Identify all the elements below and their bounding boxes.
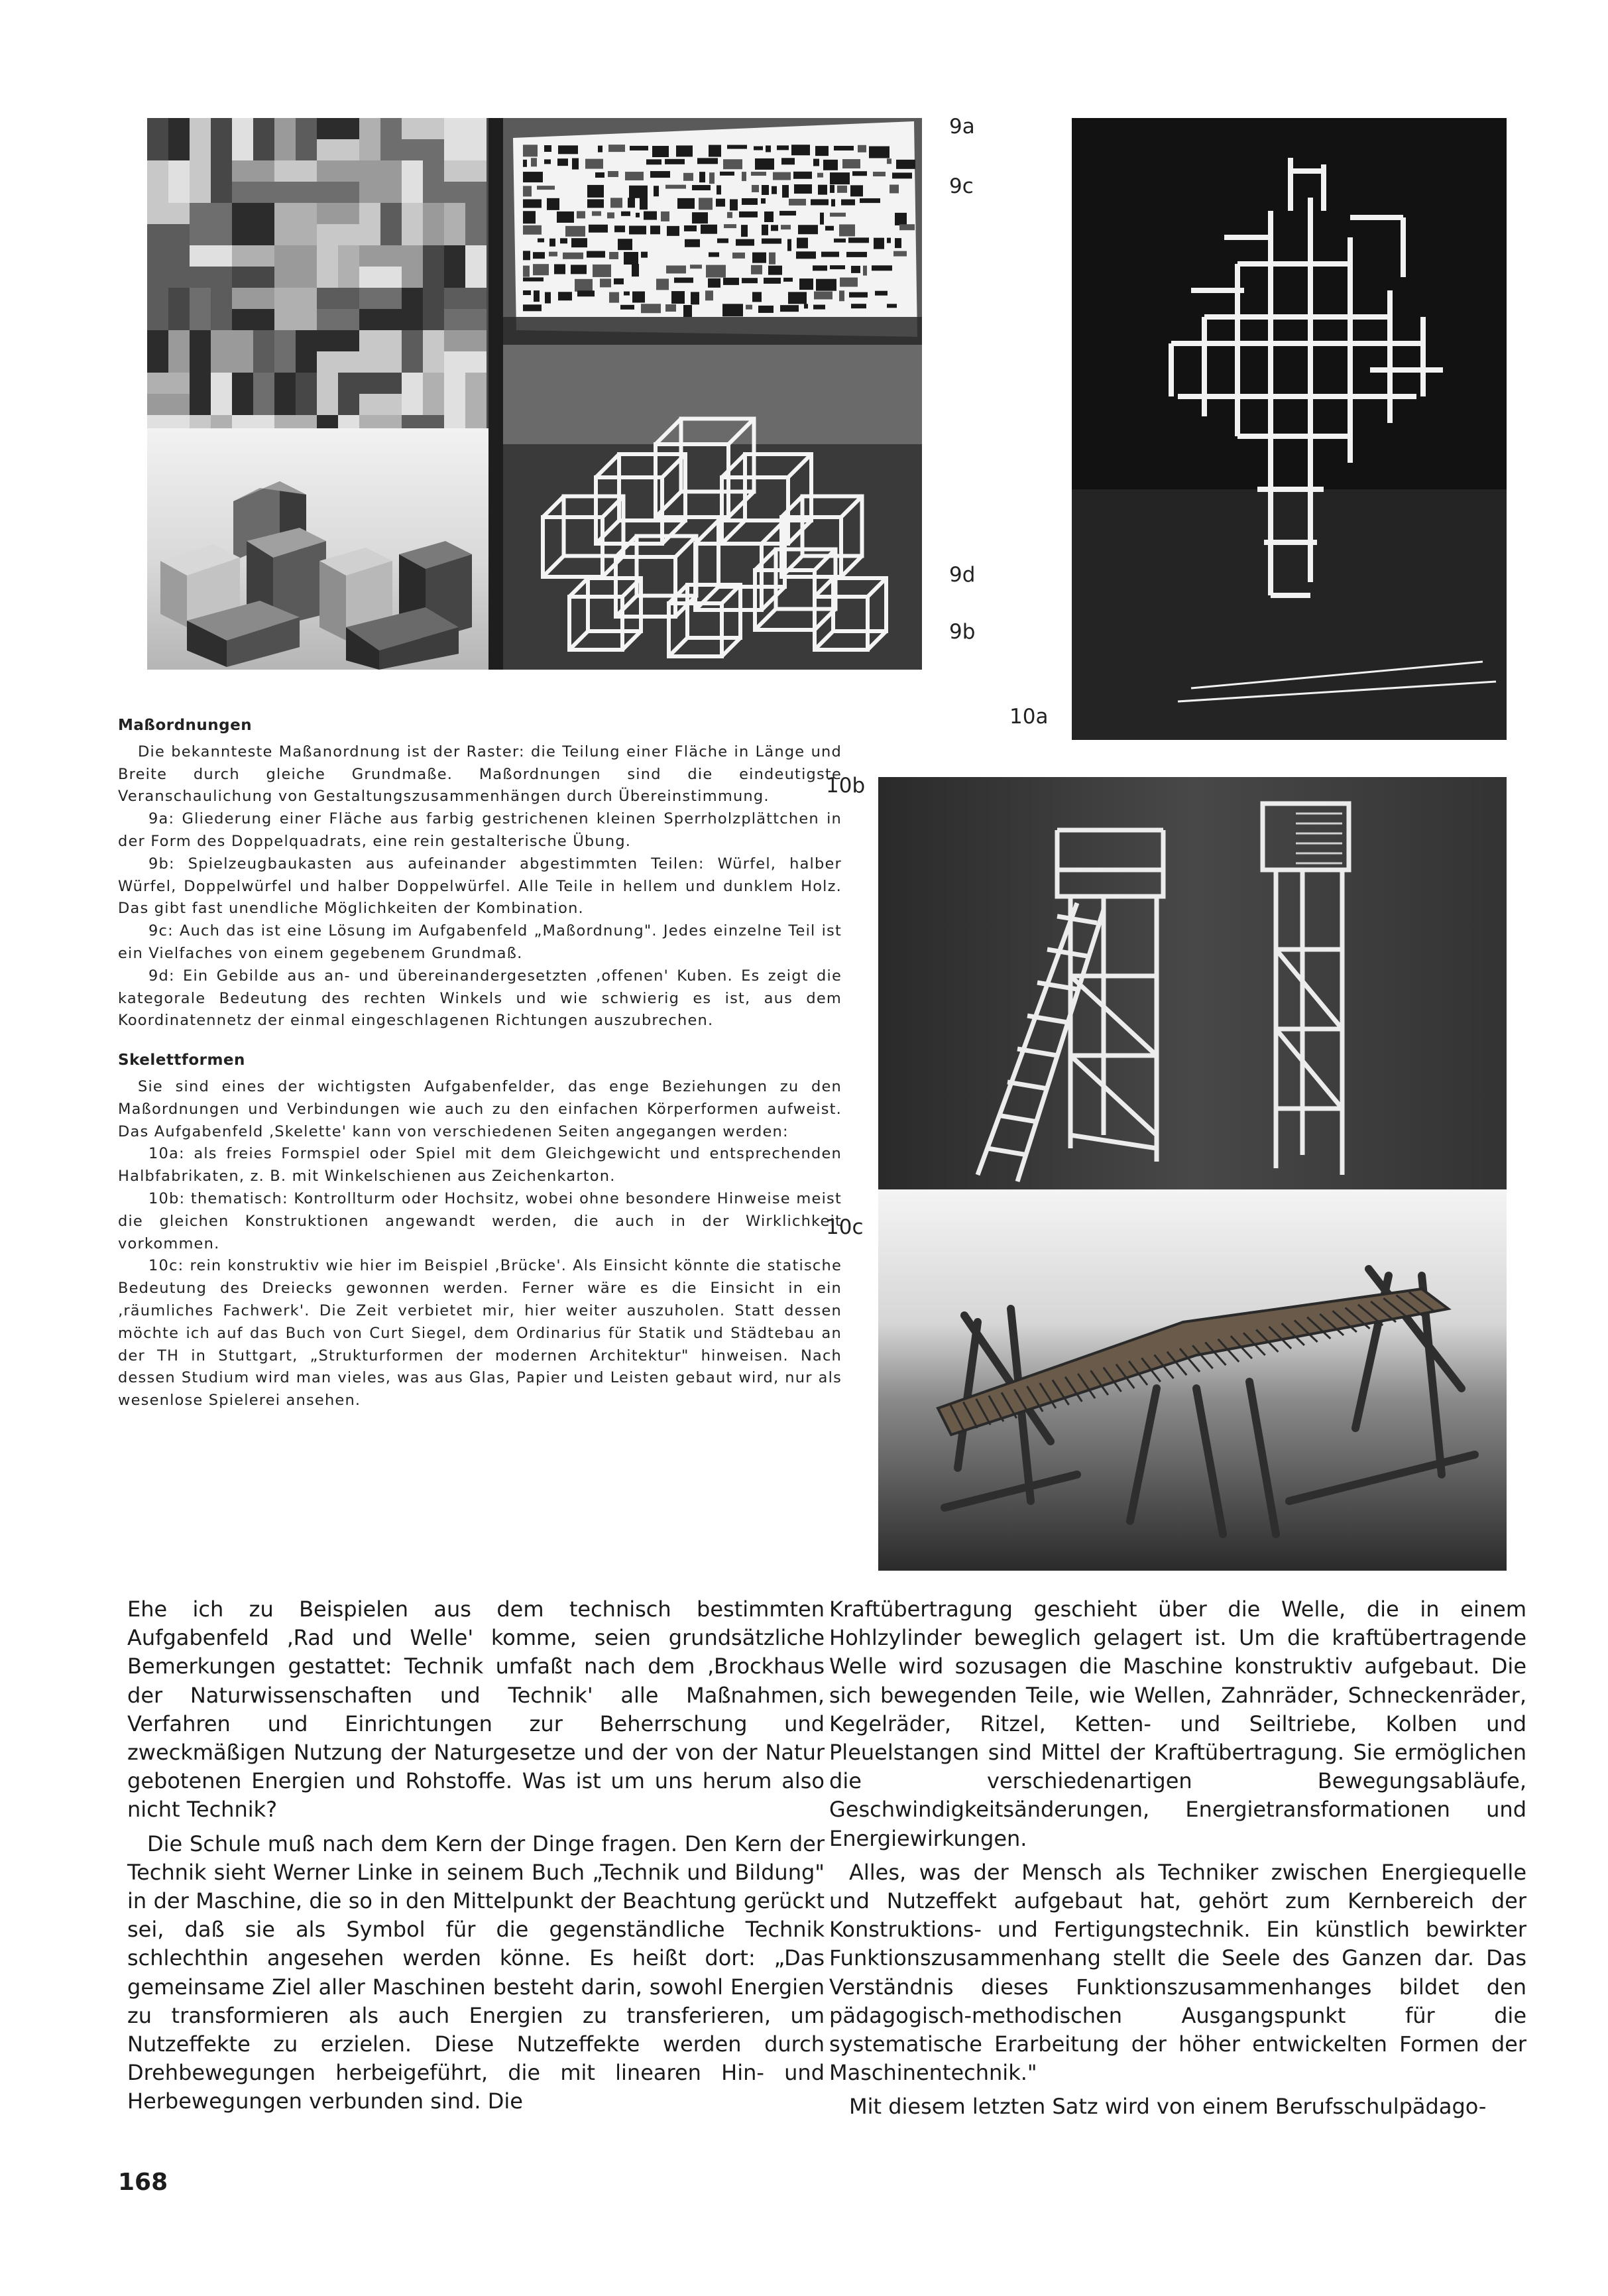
figure-label-9a: 9a [949,115,975,139]
caption-item-10c: 10c: rein konstruktiv wie hier im Beispiel ‚Brücke'. Als Einsicht könnte die statische Bedeutung des Dreiecks gewonnen werden. Ferner wäre es die Einsicht in ein ‚räumliches Fachwerk'. Die Zeit verbietet mir, hier weiter auszuholen. Statt dessen möchte ich auf das Buch von Curt Siegel, dem Ordinarius für Statik und Städtebau an der TH in Stuttgart, „Strukturformen der modernen Architektur" hinweisen. Nach dessen Studium wird man vieles, was aus Glas, Papier und Leisten gebaut wird, nur als wesenlose Spielerei ansehen. [118,1257,842,1410]
caption-intro-skelettformen: Sie sind eines der wichtigsten Aufgabenfelder, das enge Beziehungen zu den Maßordnungen und Verbindungen wie auch zu den einfachen Körperformen aufweist. Das Aufgabenfeld ‚Skelette' kann von verschiedenen Seiten angegangen werden: [118,1077,842,1140]
caption-item-9d: 9d: Ein Gebilde aus an- und übereinandergesetzten ‚offenen' Kuben. Es zeigt die kategorale Bedeutung des rechten Winkels und wie schwierig es ist, aus dem Koordinatennetz der einmal eingeschlagenen Richtungen auszubrechen. [118,967,842,1030]
caption-item-9a: 9a: Gliederung einer Fläche aus farbig gestrichenen kleinen Sperrholzplättchen in der Form des Doppelquadrats, eine rein gestalterische Übung. [118,810,842,850]
main-paragraph-2: Die Schule muß nach dem Kern der Dinge fragen. Den Kern der Technik sieht Werner Linke in seinem Buch „Technik und Bildung" in der Maschine, die so in den Mittelpunkt der Beachtung gerückt sei, daß sie als Symbol für die gegenständliche Technik schlechthin angesehen werden könne. Es heißt dort: „Das gemeinsame Ziel aller Maschinen besteht darin, sowohl Energien zu transformieren als auch Energien zu transferieren, um Nutzeffekte zu erzielen. Diese Nutzeffekte werden durch Drehbewegungen herbeigeführt, die mit linearen Hin- und Herbewegungen verbunden sind. Die [127,1831,825,2114]
figure-label-9c: 9c [949,174,974,198]
main-text-column-right [829,1595,1526,2122]
caption-heading-skelettformen: Skelettformen [118,1052,245,1069]
photo-10a-skeleton-sculpture [1072,118,1507,740]
caption-item-9b: 9b: Spielzeugbaukasten aus aufeinander abgestimmten Teilen: Würfel, halber Würfel, Doppelwürfel und halber Doppelwürfel. Alle Teile in hellem und dunklem Holz. Das gibt fast unendliche Möglichkeiten der Kombination. [118,855,842,918]
main-paragraph-4: Alles, was der Mensch als Techniker zwischen Energiequelle und Nutzeffekt aufgebaut hat, gehört zum Kernbereich der Konstruktions- und Fertigungstechnik. Ein künstlich bewirkter Funktionszusammenhang stellt die Seele des Ganzen dar. Das Verständnis dieses Funktionszusammenhanges bildet den pädagogisch-methodischen Ausgangspunkt für die systematische Erarbeitung der höher entwickelten Formen der Maschinentechnik." [829,1859,1526,2086]
caption-item-10b: 10b: thematisch: Kontrollturm oder Hochsitz, wobei ohne besondere Hinweise meist die gleichen Konstruktionen angewandt werden, die auch in der Wirklichkeit vorkommen. [118,1189,842,1252]
photo-10c-bridge [878,1189,1507,1571]
main-text-column-left [127,1595,825,2116]
photo-9d-open-cubes [503,345,922,670]
caption-intro-massordnungen: Die bekannteste Maßanordnung ist der Raster: die Teilung einer Fläche in Länge und Breite durch gleiche Grundmaße. Maßordnungen sind die eindeutigste Veranschaulichung von Gestaltungszusammenhängen durch Übereinstimmung. [118,743,842,806]
caption-heading-massordnungen: Maßordnungen [118,717,253,734]
figure-label-10c: 10c [826,1215,864,1239]
photo-9a-checkerboard [147,118,503,428]
figure-label-10a: 10a [1009,705,1049,729]
page-number: 168 [118,2169,168,2196]
photo-10b-towers [878,777,1507,1189]
main-paragraph-3: Kraftübertragung geschieht über die Welle, die in einem Hohlzylinder beweglich gelagert ist. Um die kraftübertragende Welle wird sozusagen die Maschine konstruktiv aufgebaut. Die sich bewegenden Teile, wie Wellen, Zahnräder, Schneckenräder, Kegelräder, Ritzel, Ketten- und Seiltriebe, Kolben und Pleuelstangen sind Mittel der Kraftübertragung. Sie ermöglichen die verschiedenartigen Bewegungsabläufe, Geschwindigkeitsänderungen, Energietransformationen und Energiewirkungen. [829,1597,1526,1851]
caption-column [118,715,842,1412]
figure-label-9b: 9b [949,620,976,644]
caption-item-10a: 10a: als freies Formspiel oder Spiel mit dem Gleichgewicht und entsprechenden Halbfabrikaten, z. B. mit Winkelschienen aus Zeichenkarton. [118,1145,842,1185]
figure-label-10b: 10b [826,774,866,798]
caption-item-9c: 9c: Auch das ist eine Lösung im Aufgabenfeld „Maßordnung". Jedes einzelne Teil ist ein Vielfaches von einem gegebenem Grundmaß. [118,922,842,962]
main-paragraph-5: Mit diesem letzten Satz wird von einem Berufsschulpädago- [849,2094,1487,2120]
photo-9c-grid-rectangles [503,118,922,345]
photo-9b-building-blocks [147,428,503,670]
main-paragraph-1: Ehe ich zu Beispielen aus dem technisch bestimmten Aufgabenfeld ‚Rad und Welle' komme, seien grundsätzliche Bemerkungen gestattet: Technik umfaßt nach dem ‚Brockhaus der Naturwissenschaften und Technik' alle Maßnahmen, Verfahren und Einrichtungen zur Beherrschung und zweckmäßigen Nutzung der Naturgesetze und der von der Natur gebotenen Energien und Rohstoffe. Was ist um uns herum also nicht Technik? [127,1597,825,1823]
figure-label-9d: 9d [949,563,976,587]
